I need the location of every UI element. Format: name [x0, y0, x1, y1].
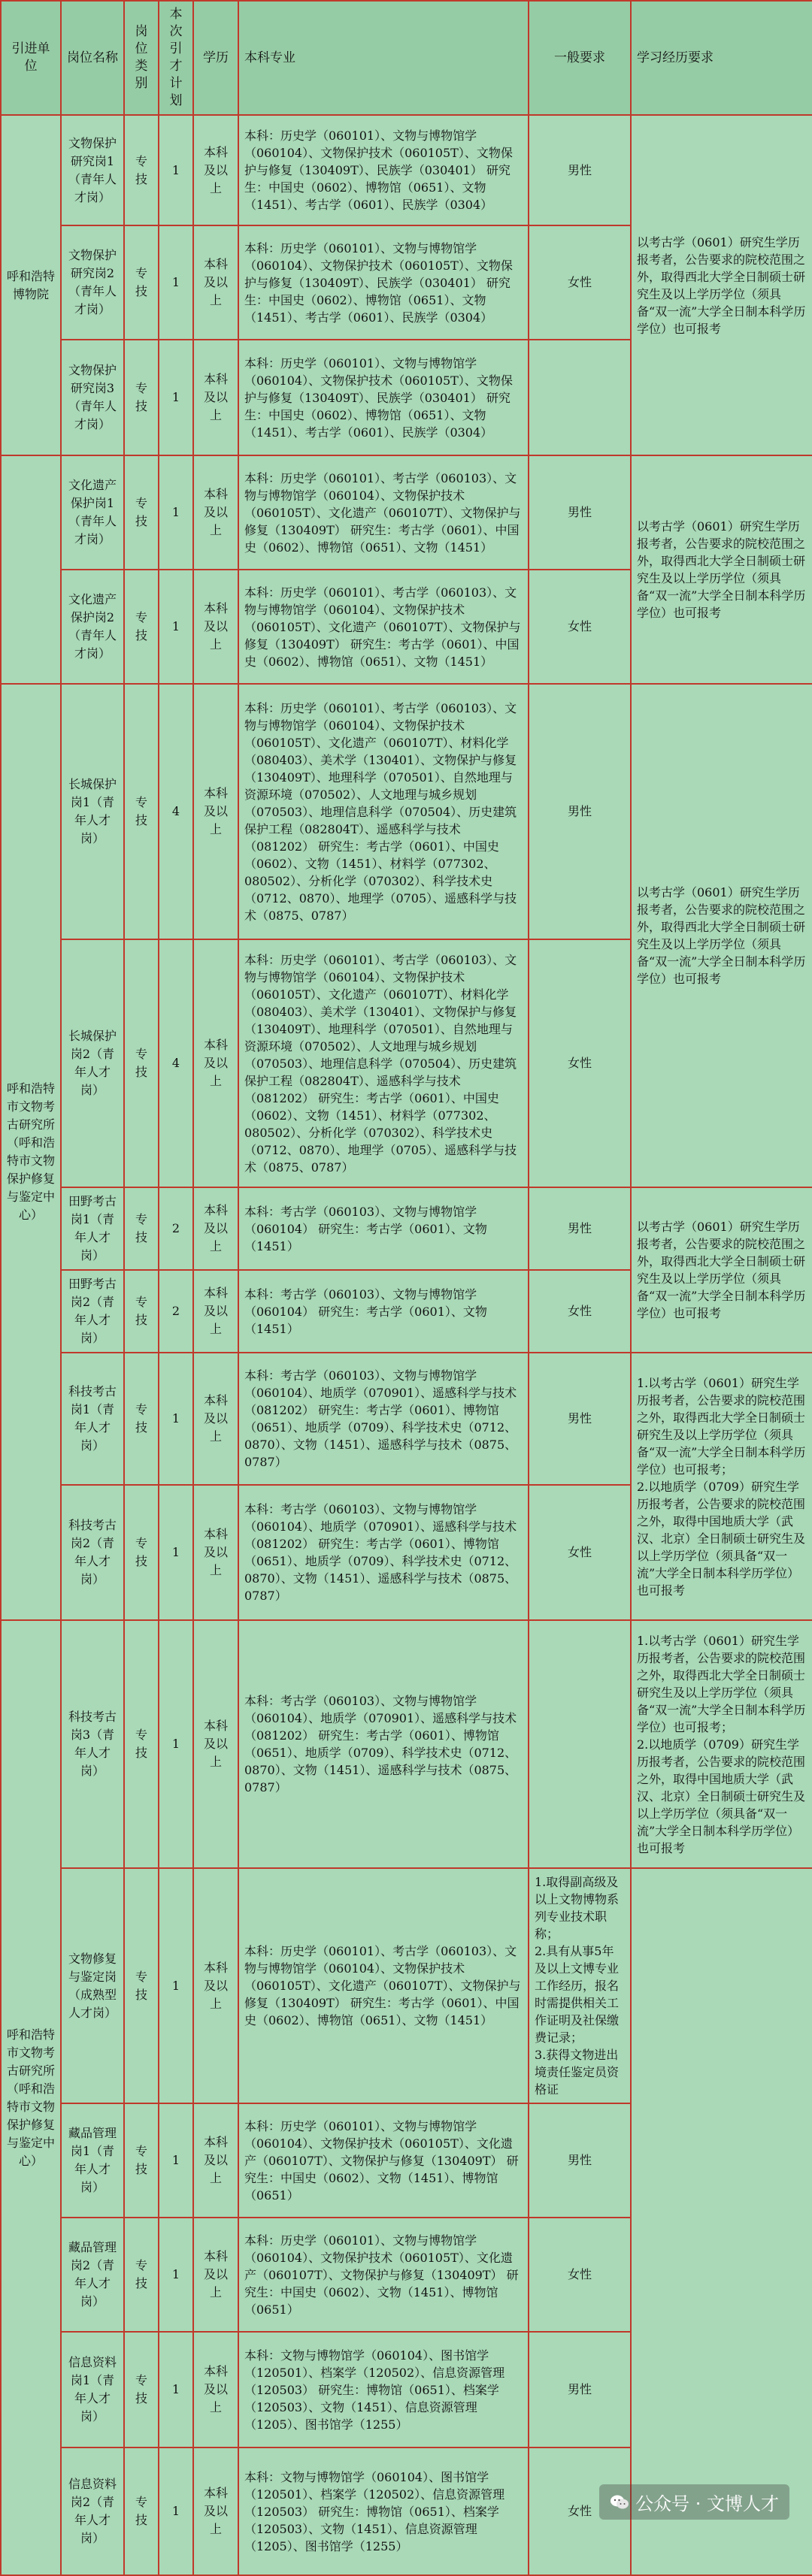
experience-cell-empty: [631, 1868, 812, 2575]
post-cell: 藏品管理岗2（青年人才岗）: [61, 2218, 124, 2332]
header-post: 岗位名称: [61, 1, 124, 115]
category-cell: 专技: [124, 570, 159, 684]
table-row: [1, 1868, 812, 2103]
education-cell: 本科及以上: [193, 455, 238, 570]
plan-cell: 1: [159, 340, 193, 455]
category-cell: 专技: [124, 1353, 159, 1485]
major-cell: 本科：文物与博物馆学（060104）、图书馆学（120501）、档案学（120502）、信息资源管理（120503） 研究生：博物馆（0651）、档案学（120503）、文物（1451）、信息资源管理（1205）、图书馆学（1255）: [238, 2448, 529, 2575]
header-category: 岗位类别: [124, 1, 159, 115]
post-cell: 信息资料岗1（青年人才岗）: [61, 2332, 124, 2448]
general-cell: 女性: [529, 570, 631, 684]
experience-cell: 1.以考古学（0601）研究生学历报考者，公告要求的院校范围之外，取得西北大学全日制硕士研究生及以上学历学位（须具备“双一流”大学全日制本科学历学位）也可报考； 2.以地质学（0709）研究生学历报考者，公告要求的院校范围之外，取得中国地质大学（武汉、北京）全日制硕士研究生及以上学历学位（须具备“双一流”大学全日制本科学历学位）也可报考: [631, 1620, 812, 1868]
table-row: [1, 115, 812, 225]
post-cell: 文物保护研究岗3（青年人才岗）: [61, 340, 124, 455]
plan-cell: 1: [159, 2448, 193, 2575]
major-cell: 本科：考古学（060103）、文物与博物馆学（060104） 研究生：考古学（0601）、文物（1451）: [238, 1187, 529, 1270]
category-cell: 专技: [124, 1620, 159, 1868]
unit-cell: 呼和浩特市文物考古研究所（呼和浩特市文物保护修复与鉴定中心）: [1, 684, 61, 1620]
category-cell: 专技: [124, 340, 159, 455]
education-cell: 本科及以上: [193, 1620, 238, 1868]
general-cell: 女性: [529, 2218, 631, 2332]
general-cell: 男性: [529, 1353, 631, 1485]
plan-cell: 1: [159, 570, 193, 684]
experience-cell: 以考古学（0601）研究生学历报考者，公告要求的院校范围之外，取得西北大学全日制硕士研究生及以上学历学位（须具备“双一流”大学全日制本科学历学位）也可报考: [631, 1187, 812, 1353]
unit-cell: 呼和浩特市文物考古研究所（呼和浩特市文物保护修复与鉴定中心）: [1, 1620, 61, 2575]
plan-cell: 1: [159, 455, 193, 570]
plan-cell: 1: [159, 2103, 193, 2218]
unit-cell: 呼和浩特博物院: [1, 115, 61, 455]
education-cell: 本科及以上: [193, 2218, 238, 2332]
major-cell: 本科：历史学（060101）、文物与博物馆学（060104）、文物保护技术（060105T）、文化遗产（060107T）、文物保护与修复（130409T） 研究生：中国史（0602）、文物（1451）、博物馆（0651）: [238, 2218, 529, 2332]
header-major: 本科专业: [238, 1, 529, 115]
post-cell: 科技考古岗3（青年人才岗）: [61, 1620, 124, 1868]
plan-cell: 1: [159, 1620, 193, 1868]
post-cell: 文物保护研究岗1（青年人才岗）: [61, 115, 124, 225]
general-cell: [529, 1620, 631, 1868]
post-cell: 文化遗产保护岗2（青年人才岗）: [61, 570, 124, 684]
education-cell: 本科及以上: [193, 225, 238, 340]
education-cell: 本科及以上: [193, 1187, 238, 1270]
category-cell: 专技: [124, 2332, 159, 2448]
plan-cell: 1: [159, 115, 193, 225]
category-cell: 专技: [124, 2103, 159, 2218]
general-cell: 女性: [529, 1270, 631, 1353]
general-cell: [529, 340, 631, 455]
general-cell: 女性: [529, 225, 631, 340]
education-cell: 本科及以上: [193, 2103, 238, 2218]
category-cell: 专技: [124, 939, 159, 1187]
post-cell: 长城保护岗2（青年人才岗）: [61, 939, 124, 1187]
experience-cell: 以考古学（0601）研究生学历报考者，公告要求的院校范围之外，取得西北大学全日制硕士研究生及以上学历学位（须具备“双一流”大学全日制本科学历学位）也可报考: [631, 115, 812, 455]
header-plan: 本次引才计划: [159, 1, 193, 115]
major-cell: 本科：历史学（060101）、考古学（060103）、文物与博物馆学（060104）、文物保护技术（060105T）、文化遗产（060107T）、材料化学（080403）、美术学（130401）、文物保护与修复（130409T）、地理科学（070501）、自然地理与资源环境（070502）、人文地理与城乡规划（070503）、地理信息科学（070504）、历史建筑保护工程（082804T）、遥感科学与技术（081202） 研究生：考古学（0601）、中国史（0602）、文物（1451）、材料学（077302、080502）、分析化学（070302）、科学技术史（0712、0870）、地理学（0705）、遥感科学与技术（0875、0787）: [238, 939, 529, 1187]
education-cell: 本科及以上: [193, 570, 238, 684]
post-cell: 文化遗产保护岗1（青年人才岗）: [61, 455, 124, 570]
unit-cell-continued: [1, 455, 61, 684]
education-cell: 本科及以上: [193, 684, 238, 939]
education-cell: 本科及以上: [193, 1485, 238, 1620]
watermark: [599, 2484, 789, 2520]
general-cell: 男性: [529, 2103, 631, 2218]
major-cell: 本科：考古学（060103）、文物与博物馆学（060104）、地质学（070901）、遥感科学与技术（081202） 研究生：考古学（0601）、博物馆（0651）、地质学（0709）、科学技术史（0712、0870）、文物（1451）、遥感科学与技术（0875、0787）: [238, 1485, 529, 1620]
major-cell: 本科：历史学（060101）、文物与博物馆学（060104）、文物保护技术（060105T）、文物保护与修复（130409T）、民族学（030401） 研究生：中国史（0602）、博物馆（0651）、文物（1451）、考古学（0601）、民族学（0304）: [238, 115, 529, 225]
plan-cell: 1: [159, 1868, 193, 2103]
category-cell: 专技: [124, 455, 159, 570]
category-cell: 专技: [124, 1485, 159, 1620]
general-cell: 男性: [529, 1187, 631, 1270]
post-cell: 信息资料岗2（青年人才岗）: [61, 2448, 124, 2575]
post-cell: 田野考古岗2（青年人才岗）: [61, 1270, 124, 1353]
experience-cell: 以考古学（0601）研究生学历报考者，公告要求的院校范围之外，取得西北大学全日制硕士研究生及以上学历学位（须具备“双一流”大学全日制本科学历学位）也可报考: [631, 684, 812, 1187]
post-cell: 文物保护研究岗2（青年人才岗）: [61, 225, 124, 340]
header-general: 一般要求: [529, 1, 631, 115]
major-cell: 本科：历史学（060101）、考古学（060103）、文物与博物馆学（060104）、文物保护技术（060105T）、文化遗产（060107T）、文物保护与修复（130409T） 研究生：考古学（0601）、中国史（0602）、博物馆（0651）、文物（1451）: [238, 455, 529, 570]
major-cell: 本科：历史学（060101）、文物与博物馆学（060104）、文物保护技术（060105T）、文物保护与修复（130409T）、民族学（030401） 研究生：中国史（0602）、博物馆（0651）、文物（1451）、考古学（0601）、民族学（0304）: [238, 340, 529, 455]
education-cell: 本科及以上: [193, 2448, 238, 2575]
watermark-text: 公众号 · 文博人才: [635, 2493, 779, 2514]
education-cell: 本科及以上: [193, 340, 238, 455]
category-cell: 专技: [124, 225, 159, 340]
plan-cell: 4: [159, 939, 193, 1187]
education-cell: 本科及以上: [193, 1270, 238, 1353]
plan-cell: 4: [159, 684, 193, 939]
general-cell: 男性: [529, 684, 631, 939]
plan-cell: 2: [159, 1187, 193, 1270]
post-cell: 藏品管理岗1（青年人才岗）: [61, 2103, 124, 2218]
category-cell: 专技: [124, 1270, 159, 1353]
plan-cell: 1: [159, 2218, 193, 2332]
plan-cell: 1: [159, 1485, 193, 1620]
post-cell: 科技考古岗1（青年人才岗）: [61, 1353, 124, 1485]
major-cell: 本科：文物与博物馆学（060104）、图书馆学（120501）、档案学（120502）、信息资源管理（120503） 研究生：博物馆（0651）、档案学（120503）、文物（1451）、信息资源管理（1205）、图书馆学（1255）: [238, 2332, 529, 2448]
major-cell: 本科：历史学（060101）、考古学（060103）、文物与博物馆学（060104）、文物保护技术（060105T）、文化遗产（060107T）、文物保护与修复（130409T） 研究生：考古学（0601）、中国史（0602）、博物馆（0651）、文物（1451）: [238, 1868, 529, 2103]
post-cell: 田野考古岗1（青年人才岗）: [61, 1187, 124, 1270]
category-cell: 专技: [124, 2448, 159, 2575]
general-cell: 男性: [529, 455, 631, 570]
general-cell: 女性: [529, 1485, 631, 1620]
major-cell: 本科：考古学（060103）、文物与博物馆学（060104） 研究生：考古学（0601）、文物（1451）: [238, 1270, 529, 1353]
plan-cell: 1: [159, 2332, 193, 2448]
plan-cell: 1: [159, 225, 193, 340]
education-cell: 本科及以上: [193, 115, 238, 225]
major-cell: 本科：考古学（060103）、文物与博物馆学（060104）、地质学（070901）、遥感科学与技术（081202） 研究生：考古学（0601）、博物馆（0651）、地质学（0709）、科学技术史（0712、0870）、文物（1451）、遥感科学与技术（0875、0787）: [238, 1620, 529, 1868]
post-cell: 长城保护岗1（青年人才岗）: [61, 684, 124, 939]
education-cell: 本科及以上: [193, 1868, 238, 2103]
general-cell: 女性: [529, 2448, 631, 2575]
plan-cell: 2: [159, 1270, 193, 1353]
general-cell: 男性: [529, 2332, 631, 2448]
table-row: [1, 1353, 812, 1485]
category-cell: 专技: [124, 2218, 159, 2332]
major-cell: 本科：历史学（060101）、文物与博物馆学（060104）、文物保护技术（060105T）、文物保护与修复（130409T）、民族学（030401） 研究生：中国史（0602）、博物馆（0651）、文物（1451）、考古学（0601）、民族学（0304）: [238, 225, 529, 340]
education-cell: 本科及以上: [193, 2332, 238, 2448]
category-cell: 专技: [124, 115, 159, 225]
table-row: [1, 1620, 812, 1868]
wechat-icon: [610, 2494, 629, 2511]
post-cell: 科技考古岗2（青年人才岗）: [61, 1485, 124, 1620]
major-cell: 本科：历史学（060101）、文物与博物馆学（060104）、文物保护技术（060105T）、文化遗产（060107T）、文物保护与修复（130409T） 研究生：中国史（0602）、文物（1451）、博物馆（0651）: [238, 2103, 529, 2218]
table-row: [1, 455, 812, 570]
education-cell: 本科及以上: [193, 1353, 238, 1485]
header-row: [1, 1, 812, 115]
table-row: [1, 684, 812, 939]
header-experience: 学习经历要求: [631, 1, 812, 115]
major-cell: 本科：历史学（060101）、考古学（060103）、文物与博物馆学（060104）、文物保护技术（060105T）、文化遗产（060107T）、文物保护与修复（130409T） 研究生：考古学（0601）、中国史（0602）、博物馆（0651）、文物（1451）: [238, 570, 529, 684]
header-education: 学历: [193, 1, 238, 115]
education-cell: 本科及以上: [193, 939, 238, 1187]
post-cell: 文物修复与鉴定岗（成熟型人才岗）: [61, 1868, 124, 2103]
major-cell: 本科：考古学（060103）、文物与博物馆学（060104）、地质学（070901）、遥感科学与技术（081202） 研究生：考古学（0601）、博物馆（0651）、地质学（0709）、科学技术史（0712、0870）、文物（1451）、遥感科学与技术（0875、0787）: [238, 1353, 529, 1485]
category-cell: 专技: [124, 1868, 159, 2103]
category-cell: 专技: [124, 684, 159, 939]
experience-cell: 1.以考古学（0601）研究生学历报考者，公告要求的院校范围之外，取得西北大学全日制硕士研究生及以上学历学位（须具备“双一流”大学全日制本科学历学位）也可报考； 2.以地质学（0709）研究生学历报考者，公告要求的院校范围之外，取得中国地质大学（武汉、北京）全日制硕士研究生及以上学历学位（须具备“双一流”大学全日制本科学历学位）也可报考: [631, 1353, 812, 1620]
category-cell: 专技: [124, 1187, 159, 1270]
experience-cell: 以考古学（0601）研究生学历报考者，公告要求的院校范围之外，取得西北大学全日制硕士研究生及以上学历学位（须具备“双一流”大学全日制本科学历学位）也可报考: [631, 455, 812, 684]
plan-cell: 1: [159, 1353, 193, 1485]
general-cell: 1.取得副高级及以上文物博物系列专业技术职称； 2.具有从事5年及以上文博专业工作经历，报名时需提供相关工作证明及社保缴费记录； 3.获得文物进出境责任鉴定员资格证: [529, 1868, 631, 2103]
table-row: [1, 1187, 812, 1270]
major-cell: 本科：历史学（060101）、考古学（060103）、文物与博物馆学（060104）、文物保护技术（060105T）、文化遗产（060107T）、材料化学（080403）、美术学（130401）、文物保护与修复（130409T）、地理科学（070501）、自然地理与资源环境（070502）、人文地理与城乡规划（070503）、地理信息科学（070504）、历史建筑保护工程（082804T）、遥感科学与技术（081202） 研究生：考古学（0601）、中国史（0602）、文物（1451）、材料学（077302、080502）、分析化学（070302）、科学技术史（0712、0870）、地理学（0705）、遥感科学与技术（0875、0787）: [238, 684, 529, 939]
general-cell: 男性: [529, 115, 631, 225]
header-unit: 引进单位: [1, 1, 61, 115]
general-cell: 女性: [529, 939, 631, 1187]
